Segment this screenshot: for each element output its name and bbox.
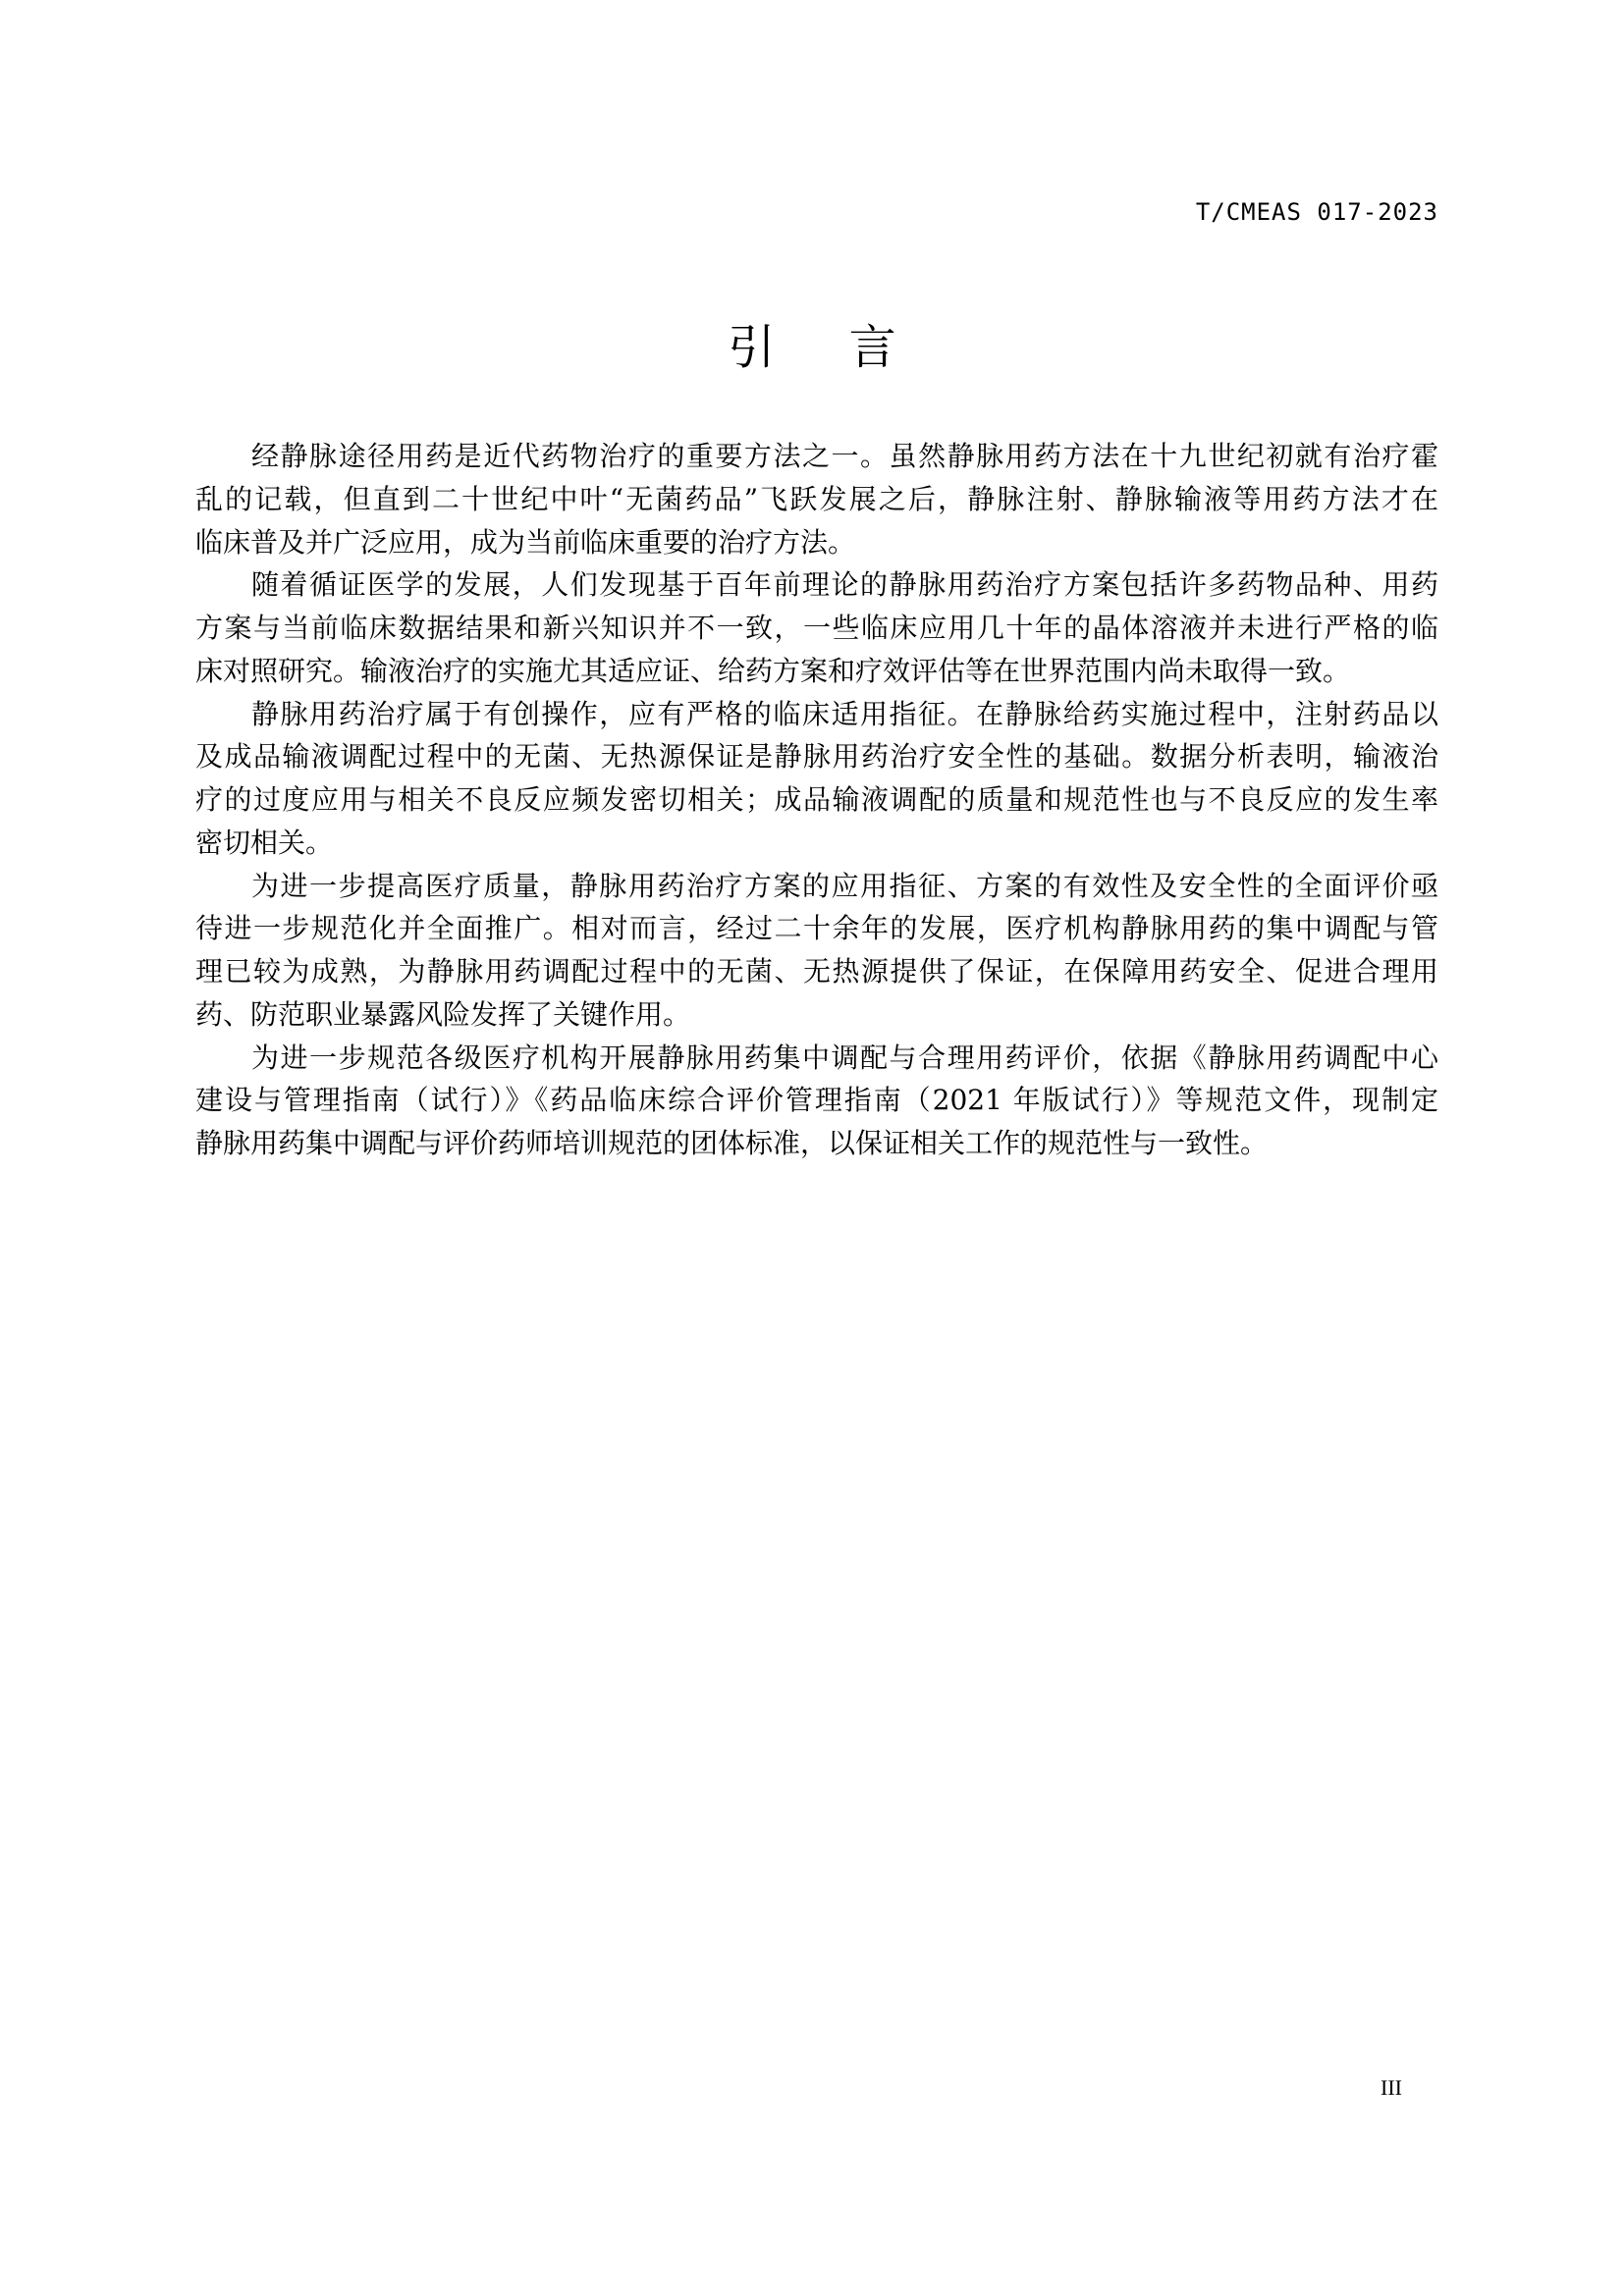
paragraph-line: 随着循证医学的发展，人们发现基于百年前理论的静脉用药治疗方案包括许多药物品种、用药: [251, 568, 1438, 602]
paragraph-5: [195, 1037, 1438, 1165]
paragraph-line: 密切相关。: [195, 826, 334, 859]
document-code: T/CMEAS 017-2023: [1195, 198, 1438, 226]
introduction-body: [195, 435, 1438, 1165]
paragraph-2: [195, 563, 1438, 692]
paragraph-line: 经静脉途径用药是近代药物治疗的重要方法之一。虽然静脉用药方法在十九世纪初就有治疗霍: [251, 440, 1438, 472]
paragraph-line: 疗的过度应用与相关不良反应频发密切相关；成品输液调配的质量和规范性也与不良反应的发生率: [195, 783, 1438, 816]
paragraph-line: 方案与当前临床数据结果和新兴知识并不一致，一些临床应用几十年的晶体溶液并未进行严格的临: [195, 612, 1438, 644]
paragraph-line: 静脉用药集中调配与评价药师培训规范的团体标准，以保证相关工作的规范性与一致性。: [195, 1127, 1269, 1159]
paragraph-line: 理已较为成熟，为静脉用药调配过程中的无菌、无热源提供了保证，在保障用药安全、促进合理用: [195, 955, 1438, 988]
paragraph-line: 临床普及并广泛应用，成为当前临床重要的治疗方法。: [195, 525, 856, 559]
page-title: 引 言: [728, 320, 926, 375]
paragraph-line: 床对照研究。输液治疗的实施尤其适应证、给药方案和疗效评估等在世界范围内尚未取得一致。: [195, 654, 1351, 687]
paragraph-3: [195, 693, 1438, 865]
paragraph-line: 建设与管理指南（试行）》《药品临床综合评价管理指南（2021 年版试行）》等规范文件，现制定: [195, 1084, 1438, 1117]
paragraph-line: 静脉用药治疗属于有创操作，应有严格的临床适用指征。在静脉给药实施过程中，注射药品以: [251, 697, 1438, 730]
paragraph-line: 为进一步规范各级医疗机构开展静脉用药集中调配与合理用药评价，依据《静脉用药调配中心: [251, 1041, 1438, 1074]
paragraph-4: [195, 865, 1438, 1037]
paragraph-line: 乱的记载，但直到二十世纪中叶“无菌药品”飞跃发展之后，静脉注射、静脉输液等用药方法才在: [195, 482, 1438, 515]
paragraph-line: 及成品输液调配过程中的无菌、无热源保证是静脉用药治疗安全性的基础。数据分析表明，输液治: [195, 740, 1438, 774]
page-number: III: [1380, 2075, 1402, 2100]
paragraph-line: 药、防范职业暴露风险发挥了关键作用。: [195, 997, 691, 1031]
paragraph-1: [195, 435, 1438, 563]
paragraph-line: 待进一步规范化并全面推广。相对而言，经过二十余年的发展，医疗机构静脉用药的集中调配与管: [195, 912, 1438, 945]
paragraph-line: 为进一步提高医疗质量，静脉用药治疗方案的应用指征、方案的有效性及安全性的全面评价亟: [251, 869, 1438, 902]
